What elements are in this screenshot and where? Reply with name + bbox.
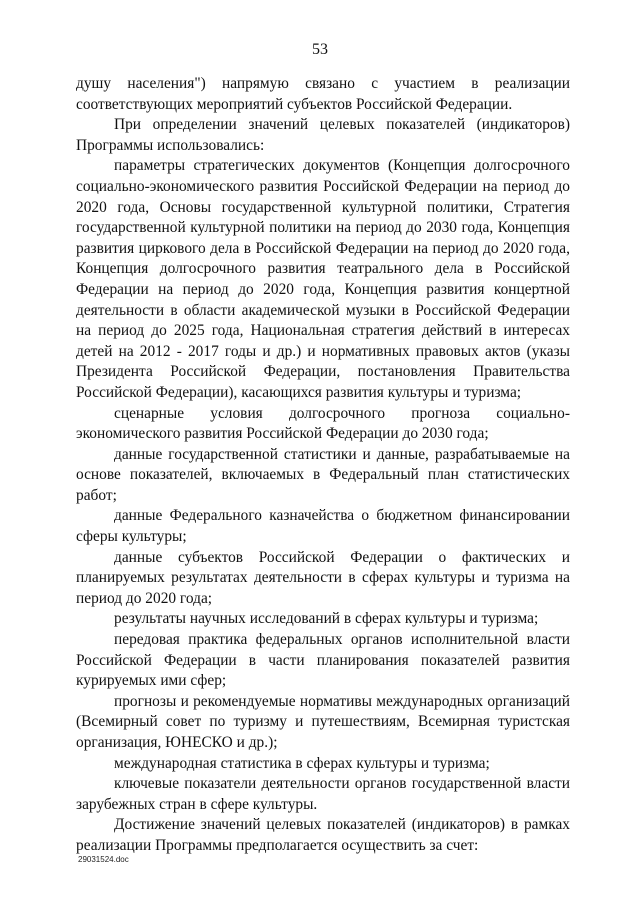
list-item-international-statistics: международная статистика в сферах культуры и туризма; xyxy=(114,754,490,772)
list-item-foreign-indicators: ключевые показатели деятельности органов государственной власти зарубежных стран в сфере культуры. xyxy=(76,775,570,813)
list-item-international-norms: прогнозы и рекомендуемые нормативы международных организаций (Всемирный совет по туризму и путешествиям, Всемирная туристская организация, ЮНЕСКО и др.); xyxy=(76,692,570,751)
body-text xyxy=(76,74,570,857)
list-item-scenario-conditions: сценарные условия долгосрочного прогноза социально-экономического развития Российской Федерации до 2030 года; xyxy=(76,404,570,443)
list-item-strategic-documents: параметры стратегических документов (Концепция долгосрочного социально-экономического развития Российской Федерации на период до 2020 года, Основы государственной культурной политики, Стратегия государственной культурной политики на период до 2030 года, Концепция развития циркового дела в Российской Федерации на период до 2020 года, Концепция долгосрочного развития театрального дела в Российской Федерации на период до 2020 года, Концепция развития концертной деятельности в области академической музыки в Российской Федерации на период до 2025 года, Национальная стратегия действий в интересах детей на 2012 - 2017 годы и др.) и нормативных правовых актов (указы Президента Российской Федерации, постановления Правительства Российской Федерации), касающихся развития культуры и туризма; xyxy=(76,157,570,401)
paragraph-achievement: Достижение значений целевых показателей (индикаторов) в рамках реализации Программы предполагается осуществить за счет: xyxy=(76,816,570,854)
list-item-regional-data: данные субъектов Российской Федерации о фактических и планируемых результатах деятельности в сферах культуры и туризма на период до 2020 года; xyxy=(76,548,570,607)
list-item-treasury-data: данные Федерального казначейства о бюджетном финансировании сферы культуры; xyxy=(76,507,570,546)
page-number: 53 xyxy=(312,41,328,58)
paragraph-intro: При определении значений целевых показателей (индикаторов) Программы использовались: xyxy=(76,116,570,154)
list-item-research-results: результаты научных исследований в сферах культуры и туризма; xyxy=(114,610,539,628)
list-item-state-statistics: данные государственной статистики и данные, разрабатываемые на основе показателей, включаемых в Федеральный план статистических работ; xyxy=(76,445,570,504)
list-item-best-practice: передовая практика федеральных органов исполнительной власти Российской Федерации в части планирования показателей развития курируемых ими сфер; xyxy=(76,631,570,690)
footer-filename: 29031524.doc xyxy=(78,855,129,864)
paragraph-continuation: душу населения") напрямую связано с участием в реализации соответствующих мероприятий субъектов Российской Федерации. xyxy=(76,75,570,113)
